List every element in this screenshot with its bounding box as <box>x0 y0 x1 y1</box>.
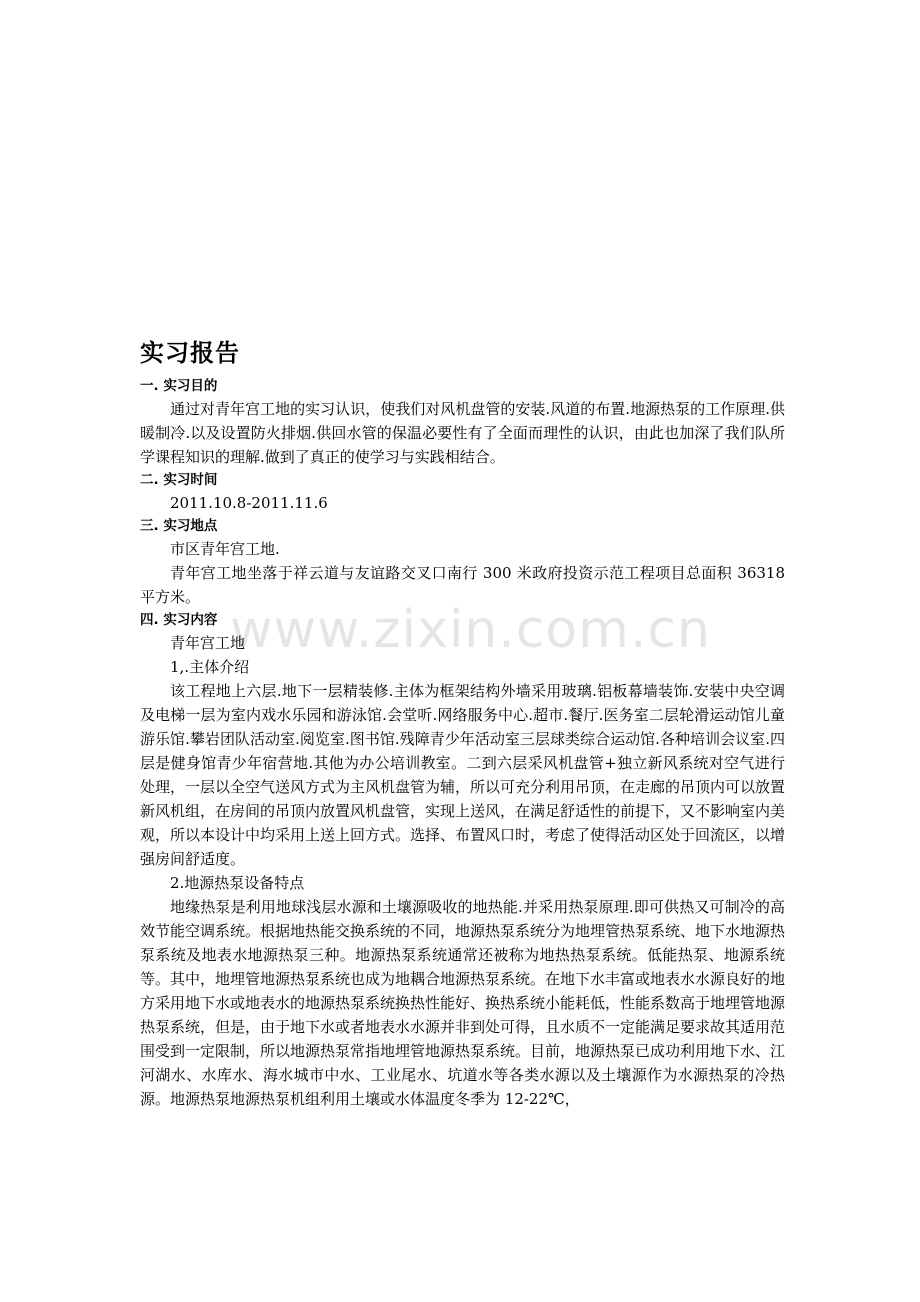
report-title: 实习报告 <box>140 339 240 367</box>
document-page <box>140 335 785 1111</box>
section-heading-purpose: 一. 实习目的 <box>140 378 218 394</box>
main-intro-paragraph: 该工程地上六层.地下一层精装修.主体为框架结构外墙采用玻璃.铝板幕墙装饰.安装中央空调及电梯一层为室内戏水乐园和游泳馆.会堂听.网络服务中心.超市.餐厅.医务室二层轮滑运动馆儿童游乐馆.攀岩团队活动室.阅览室.图书馆.残障青少年活动室三层球类综合运动馆.各种培训会议室.四层是健身馆青少年宿营地.其他为办公培训教室。二到六层采风机盘管+独立新风系统对空气进行处理，一层以全空气送风方式为主风机盘管为辅，所以可充分利用吊顶，在走廊的吊顶内可以放置新风机组，在房间的吊顶内放置风机盘管，实现上送风，在满足舒适性的前提下，又不影响室内美观，所以本设计中均采用上送上回方式。选择、布置风口时，考虑了使得活动区处于回流区，以增强房间舒适度。 <box>140 682 786 868</box>
site-name: 青年宫工地 <box>170 634 246 652</box>
section-heading-time: 二. 实习时间 <box>140 472 218 488</box>
internship-dates: 2011.10.8-2011.11.6 <box>170 494 328 512</box>
heat-pump-paragraph: 地缘热泵是利用地球浅层水源和土壤源吸收的地热能.并采用热泵原理.即可供热又可制冷的高效节能空调系统。根据地热能交换系统的不同，地源热泵系统分为地埋管热泵系统、地下水地源热泵系统及地表水地源热泵三种。地源热泵系统通常还被称为地热热泵系统。低能热泵、地源系统等。其中，地埋管地源热泵系统也成为地耦合地源热泵系统。在地下水丰富或地表水水源良好的地方采用地下水或地表水的地源热泵系统换热性能好、换热系统小能耗低，性能系数高于地埋管地源热泵系统，但是，由于地下水或者地表水水源并非到处可得，且水质不一定能满足要求故其适用范围受到一定限制，所以地源热泵常指地埋管地源热泵系统。目前，地源热泵已成功利用地下水、江河湖水、水库水、海水城市中水、工业尾水、坑道水等各类水源以及土壤源作为水源热泵的冷热源。地源热泵地源热泵机组利用土壤或水体温度冬季为 12-22℃， <box>140 898 786 1108</box>
subheading-heat-pump: 2.地源热泵设备特点 <box>170 874 305 892</box>
section-heading-location: 三. 实习地点 <box>140 518 218 534</box>
location-line: 市区青年宫工地. <box>170 540 280 558</box>
location-paragraph: 青年宫工地坐落于祥云道与友谊路交叉口南行 300 米政府投资示范工程项目总面积 36318 平方米。 <box>140 564 785 606</box>
watermark-text: www.zixin.com.cn <box>230 600 711 660</box>
subheading-main-intro: 1,.主体介绍 <box>170 658 250 676</box>
purpose-paragraph: 通过对青年宫工地的实习认识，使我们对风机盘管的安装.风道的布置.地源热泵的工作原理.供暖制冷.以及设置防火排烟.供回水管的保温必要性有了全面而理性的认识，由此也加深了我们队所学课程知识的理解.做到了真正的使学习与实践相结合。 <box>140 400 785 466</box>
section-heading-content: 四. 实习内容 <box>140 612 218 628</box>
